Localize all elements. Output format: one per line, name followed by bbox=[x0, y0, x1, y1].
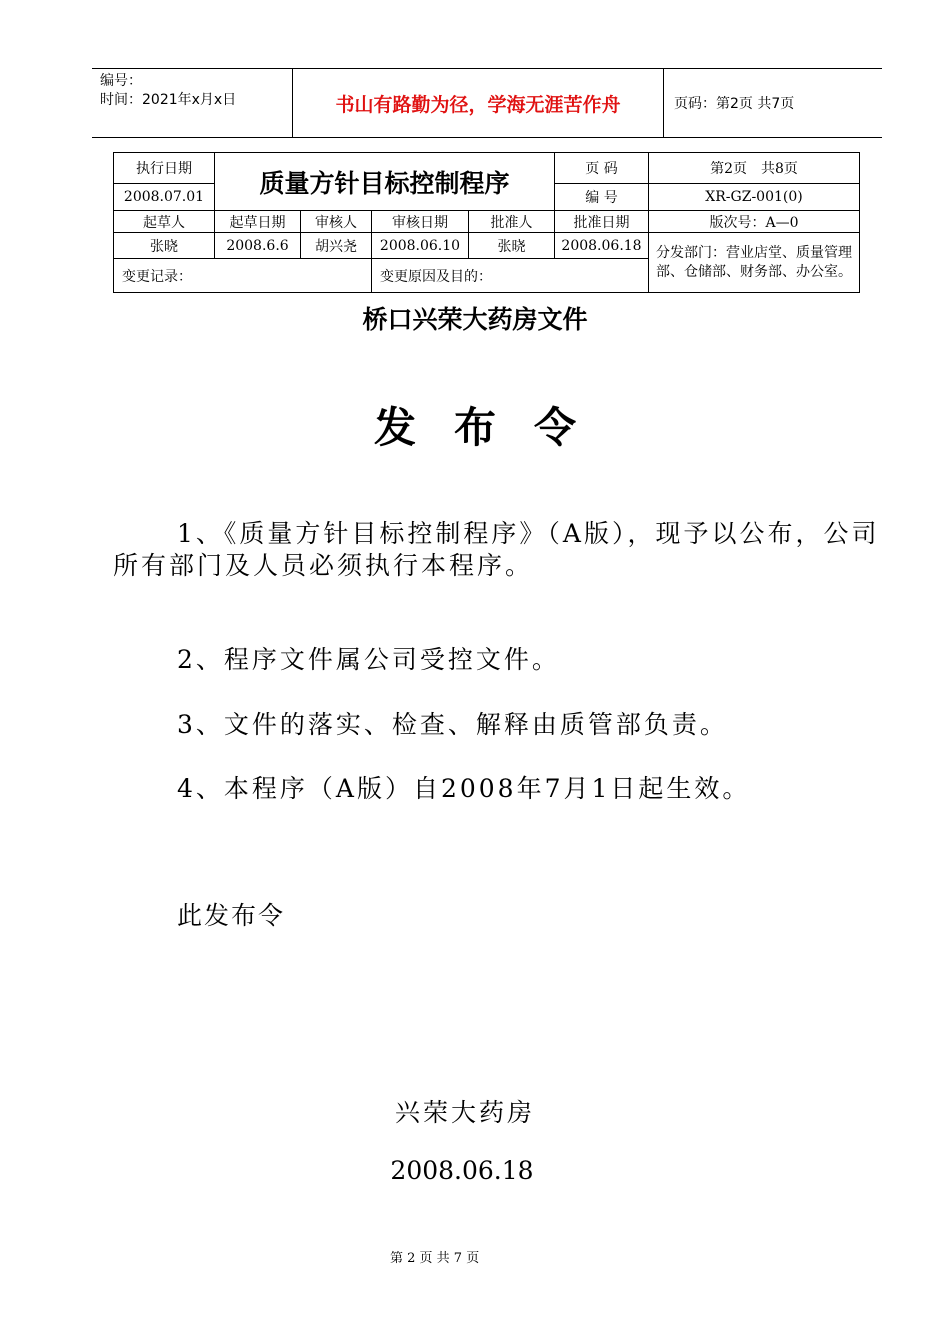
draft-date: 2008.6.6 bbox=[215, 233, 301, 259]
page-label: 页 码 bbox=[555, 153, 649, 184]
draft-date-label: 起草日期 bbox=[215, 211, 301, 233]
page-footer: 第 2 页 共 7 页 bbox=[390, 1251, 480, 1266]
reviewer-label: 审核人 bbox=[301, 211, 372, 233]
signature-org: 兴荣大药房 bbox=[394, 1098, 535, 1127]
exec-date-label: 执行日期 bbox=[114, 153, 215, 184]
item-3: 3、文件的落实、检查、解释由质管部负责。 bbox=[177, 710, 728, 739]
item-2: 2、程序文件属公司受控文件。 bbox=[177, 645, 560, 674]
signature-date: 2008.06.18 bbox=[390, 1156, 534, 1185]
approve-date-label: 批准日期 bbox=[555, 211, 649, 233]
change-record-label: 变更记录： bbox=[114, 259, 372, 293]
doc-title: 质量方针目标控制程序 bbox=[215, 153, 555, 211]
drafter: 张晓 bbox=[114, 233, 215, 259]
header-meta bbox=[92, 69, 292, 137]
approver: 张晓 bbox=[469, 233, 555, 259]
document-title: 发布令 bbox=[373, 403, 614, 452]
org-title: 桥口兴荣大药房文件 bbox=[362, 305, 588, 334]
review-date-label: 审核日期 bbox=[372, 211, 469, 233]
number-label: 编 号 bbox=[555, 184, 649, 211]
change-reason-label: 变更原因及目的： bbox=[372, 259, 649, 293]
item-1: 1、《质量方针目标控制程序》（A版），现予以公布，公司所有部门及人员必须执行本程序。 bbox=[113, 519, 880, 580]
review-date: 2008.06.10 bbox=[372, 233, 469, 259]
header-number-label: 编号： bbox=[100, 73, 142, 89]
header-time: 时间：2021年x月x日 bbox=[100, 92, 237, 108]
header-motto: 书山有路勤为径，学海无涯苦作舟 bbox=[292, 69, 664, 137]
version: 版次号：A—0 bbox=[649, 211, 860, 233]
distribution: 分发部门：营业店堂、质量管理部、仓储部、财务部、办公室。 bbox=[649, 233, 860, 293]
number-value: XR-GZ-001(0) bbox=[649, 184, 860, 211]
exec-date: 2008.07.01 bbox=[114, 184, 215, 211]
closing-text: 此发布令 bbox=[177, 901, 286, 930]
approve-date: 2008.06.18 bbox=[555, 233, 649, 259]
item-4: 4、本程序（A版）自2008年7月1日起生效。 bbox=[177, 774, 751, 803]
approver-label: 批准人 bbox=[469, 211, 555, 233]
drafter-label: 起草人 bbox=[114, 211, 215, 233]
reviewer: 胡兴尧 bbox=[301, 233, 372, 259]
header-page-code: 页码：第2页 共7页 bbox=[674, 96, 795, 112]
document-info-table bbox=[113, 152, 860, 293]
page-value: 第2页 共8页 bbox=[649, 153, 860, 184]
page-header bbox=[92, 68, 882, 138]
